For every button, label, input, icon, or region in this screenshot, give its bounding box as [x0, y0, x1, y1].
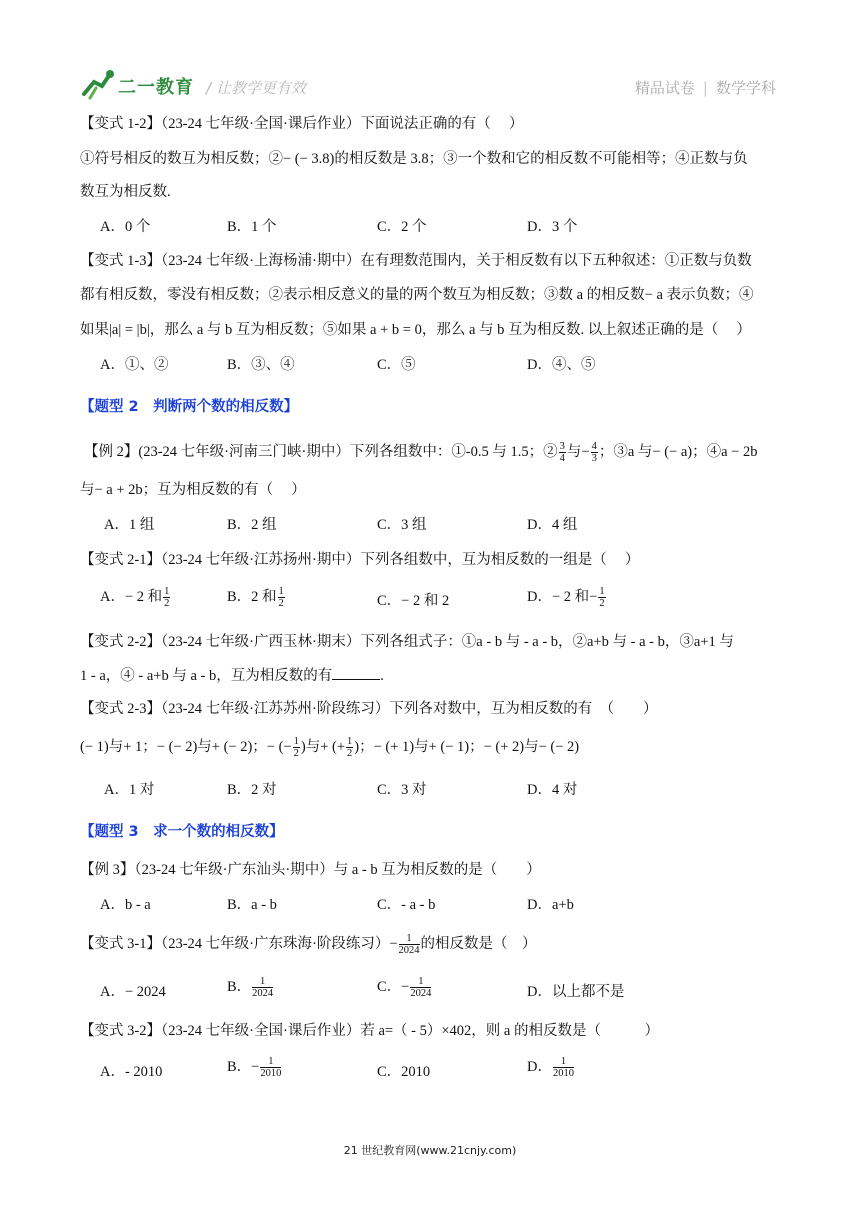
option-a: A．− 2024 — [100, 984, 166, 1000]
option-a: A．b - a — [100, 897, 151, 913]
option-a: A．- 2010 — [100, 1064, 163, 1080]
question-1-3-title: 【变式 1-3】（23-24 七年级·上海杨浦·期中）在有理数范围内，关于相反数有以下五种叙述：①正数与负数 — [80, 253, 752, 269]
option-a: A．0 个 — [100, 219, 151, 235]
option-b: B．③、④ — [227, 357, 295, 373]
header-tag-quality: 精品试卷 — [634, 79, 695, 97]
question-2-2-text: 1 - a，④ - a+b 与 a - b，互为相反数的有 . — [80, 668, 384, 684]
answer-blank — [332, 667, 380, 680]
option-c: C．2 个 — [377, 219, 427, 235]
option-d: D．− 2 和− $\frac{1}{2}$ — [527, 586, 605, 610]
question-1-3-text-cont: 如果|a| = |b|，那么 a 与 b 互为相反数；⑤如果 a + b = 0，那么 a 与 b 互为相反数. 以上叙述正确的是（ ） — [80, 322, 751, 338]
option-c: C．3 对 — [377, 782, 427, 798]
header-separator: | — [702, 79, 708, 97]
header-tag-subject: 数学学科 — [715, 79, 776, 97]
section-heading-3: 【题型 3 求一个数的相反数】 — [80, 824, 284, 840]
option-d: D．4 对 — [527, 782, 578, 798]
question-2-1-title: 【变式 2-1】（23-24 七年级·江苏扬州·期中）下列各组数中，互为相反数的一组是（ ） — [80, 552, 640, 568]
question-2-2-title: 【变式 2-2】（23-24 七年级·广西玉林·期末）下列各组式子：①a - b 与 - a - b，②a+b 与 - a - b，③a+1 与 — [80, 634, 734, 650]
question-1-2-title: 【变式 1-2】（23-24 七年级·全国·课后作业）下面说法正确的有（ ） — [80, 116, 524, 132]
question-2-3-title: 【变式 2-3】（23-24 七年级·江苏苏州·阶段练习）下列各对数中，互为相反数的有 （ ） — [80, 701, 658, 717]
option-b: B．2 对 — [227, 782, 277, 798]
fraction: $\frac{4}{3}$ — [591, 441, 597, 465]
option-a: A．①、② — [100, 357, 169, 373]
example-3-text: 【例 3】（23-24 七年级·广东汕头·期中）与 a - b 互为相反数的是（ ） — [80, 862, 541, 878]
option-b: B． $\frac{1}{2024}$ — [227, 976, 274, 1000]
option-d: D．a+b — [527, 897, 574, 913]
question-1-3-text: 都有相反数，零没有相反数；②表示相反意义的量的两个数互为相反数；③数 a 的相反数− a 表示负数；④ — [80, 287, 754, 303]
option-a: A．1 对 — [104, 782, 155, 798]
option-a: A．− 2 和 $\frac{1}{2}$ — [100, 586, 170, 610]
option-c: C．⑤ — [377, 357, 416, 373]
option-b: B．a - b — [227, 897, 277, 913]
option-a: A．1 组 — [104, 517, 155, 533]
option-d: D． $\frac{1}{2010}$ — [527, 1056, 574, 1080]
question-1-2-text: ①符号相反的数互为相反数；②− (− 3.8)的相反数是 3.8；③一个数和它的相反数不可能相等；④正数与负 — [80, 151, 748, 167]
question-3-1-title: 【变式 3-1】（23-24 七年级·广东珠海·阶段练习）− $\frac{1}{2024}$ 的相反数是（ ） — [80, 933, 537, 957]
option-d: D．④、⑤ — [527, 357, 596, 373]
option-b: B．1 个 — [227, 219, 277, 235]
example-2-text-cont: 与− a + 2b；互为相反数的有（ ） — [80, 482, 306, 498]
logo-text: 二一教育 — [118, 77, 194, 98]
header-right — [635, 77, 776, 98]
section-heading-2: 【题型 2 判断两个数的相反数】 — [80, 399, 299, 415]
option-d: D．3 个 — [527, 219, 578, 235]
option-d: D．4 组 — [527, 517, 578, 533]
option-c: C．3 组 — [377, 517, 427, 533]
option-b: B．− $\frac{1}{2010}$ — [227, 1056, 282, 1080]
option-c: C．− $\frac{1}{2024}$ — [377, 976, 432, 1000]
question-1-2-text-cont: 数互为相反数. — [80, 184, 171, 200]
fraction: $\frac{3}{4}$ — [559, 441, 565, 465]
option-b: B．2 和 $\frac{1}{2}$ — [227, 586, 284, 610]
header-slogan: / 让教学更有效 — [206, 79, 306, 97]
option-c: C．- a - b — [377, 897, 436, 913]
example-2-text: 【例 2】(23-24 七年级·河南三门峡·期中）下列各组数中：①-0.5 与 1.5；② $\frac{3}{4}$ 与− $\frac{4}{3}$ ；③a 与− (− a)；④a − 2b — [84, 441, 758, 465]
option-c: C．− 2 和 2 — [377, 593, 450, 609]
question-3-2-title: 【变式 3-2】（23-24 七年级·全国·课后作业）若 a=（ - 5）×402，则 a 的相反数是（ ） — [80, 1023, 659, 1039]
page-footer: 21 世纪教育网(www.21cnjy.com) — [343, 1144, 517, 1157]
option-c: C．2010 — [377, 1064, 431, 1080]
option-d: D．以上都不是 — [527, 984, 625, 1000]
option-b: B．2 组 — [227, 517, 277, 533]
question-2-3-text: (− 1)与+ 1；− (− 2)与+ (− 2)；− (− $\frac{1}{2}$ )与+ (+ $\frac{1}{2}$ )；− (+ 1)与+ (− 1)；− (+ 2)与− (− 2) — [80, 736, 580, 760]
